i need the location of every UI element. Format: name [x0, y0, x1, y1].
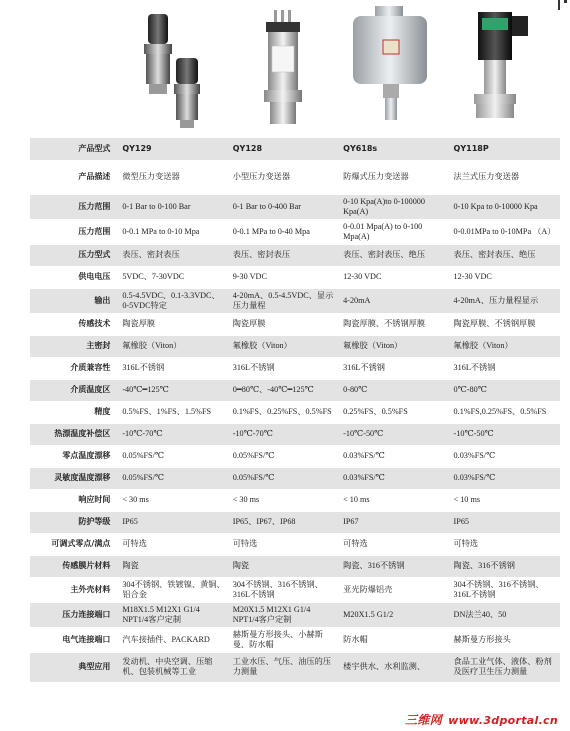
spec-cell: IP65	[450, 511, 560, 533]
spec-row	[30, 602, 560, 627]
spec-row	[30, 335, 560, 357]
spec-row	[30, 219, 560, 244]
spec-cell: 氟橡胶（Viton）	[339, 335, 449, 357]
spec-cell: 0.05%FS/℃	[118, 445, 228, 467]
spec-cell: 4-20mA、压力量程显示	[450, 288, 560, 313]
spec-label: 输出	[30, 288, 118, 313]
spec-cell: 0℃-80℃	[450, 379, 560, 401]
spec-cell: 0.1%FS、0.25%FS、0.5%FS	[229, 401, 339, 423]
spec-cell: 发动机、中央空调、压缩机、包装机械等工业	[118, 652, 228, 682]
spec-label: 产品描述	[30, 160, 118, 194]
spec-cell: 陶瓷厚膜、不锈钢厚膜	[450, 313, 560, 335]
spec-cell: 0-1 Bar to 0-400 Bar	[229, 194, 339, 219]
spec-cell: 微型压力变送器	[118, 160, 228, 194]
spec-label: 压力范围	[30, 219, 118, 244]
spec-label: 压力范围	[30, 194, 118, 219]
spec-label: 电气连接端口	[30, 627, 118, 652]
spec-label: 介质兼容性	[30, 357, 118, 379]
spec-cell: 12-30 VDC	[450, 266, 560, 288]
spec-cell: 0.05%FS/℃	[229, 445, 339, 467]
product-image-strip	[0, 0, 570, 138]
spec-cell: DN法兰40、50	[450, 602, 560, 627]
spec-cell: M20X1.5 M12X1 G1/4 NPT1/4客户定制	[229, 602, 339, 627]
product-image-qy118p	[452, 6, 542, 131]
spec-row	[30, 194, 560, 219]
spec-cell: 陶瓷	[229, 555, 339, 577]
spec-label: 主外壳材料	[30, 577, 118, 602]
product-image-qy128	[238, 6, 328, 131]
spec-label: 主密封	[30, 335, 118, 357]
watermark-url: www.3dportal.cn	[448, 714, 558, 727]
spec-cell: 12-30 VDC	[339, 266, 449, 288]
spec-cell: 表压、密封表压	[229, 244, 339, 266]
spec-cell: -10℃-70℃	[229, 423, 339, 445]
corner-mark	[558, 0, 560, 10]
spec-label: 介质温度区	[30, 379, 118, 401]
spec-label: 零点温度漂移	[30, 445, 118, 467]
spec-cell: -40℃━125℃	[118, 379, 228, 401]
spec-cell: 304不锈钢、316不锈钢、316L不锈钢	[450, 577, 560, 602]
spec-label: 防护等级	[30, 511, 118, 533]
spec-cell: M20X1.5 G1/2	[339, 602, 449, 627]
spec-cell: 楼宇供水、水利监测、	[339, 652, 449, 682]
product-image-qy129	[130, 6, 220, 131]
spec-cell: 陶瓷厚膜	[229, 313, 339, 335]
spec-cell: 0.25%FS、0.5%FS	[339, 401, 449, 423]
spec-cell: 工业水压、气压、油压的压力测量	[229, 652, 339, 682]
spec-cell: 汽车接插件、PACKARD	[118, 627, 228, 652]
spec-cell: 0.1%FS,0.25%FS、0.5%FS	[450, 401, 560, 423]
spec-cell: 可特选	[118, 533, 228, 555]
spec-row	[30, 652, 560, 682]
spec-label: 灵敏度温度漂移	[30, 467, 118, 489]
spec-label: 响应时间	[30, 489, 118, 511]
spec-label: 精度	[30, 401, 118, 423]
spec-cell: QY129	[118, 138, 228, 160]
spec-table	[30, 138, 560, 683]
spec-cell: QY618s	[339, 138, 449, 160]
spec-label: 典型应用	[30, 652, 118, 682]
spec-cell: 0-0.01MPa to 0-10MPa （A）	[450, 219, 560, 244]
spec-label: 可调式零点/满点	[30, 533, 118, 555]
spec-row	[30, 379, 560, 401]
spec-cell: QY128	[229, 138, 339, 160]
spec-row	[30, 555, 560, 577]
spec-cell: 0.05%FS/℃	[229, 467, 339, 489]
spec-row	[30, 533, 560, 555]
spec-row	[30, 401, 560, 423]
spec-cell: 陶瓷、316不锈钢	[339, 555, 449, 577]
spec-cell: 0.03%FS/℃	[450, 445, 560, 467]
spec-cell: 316L不锈钢	[229, 357, 339, 379]
spec-cell: 0-0.1 MPa to 0-10 Mpa	[118, 219, 228, 244]
spec-cell: 0-0.01 Mpa(A) to 0-100 Mpa(A)	[339, 219, 449, 244]
spec-cell: 氟橡胶（Viton）	[450, 335, 560, 357]
spec-row	[30, 138, 560, 160]
spec-row	[30, 313, 560, 335]
spec-cell: < 10 ms	[339, 489, 449, 511]
spec-row	[30, 244, 560, 266]
spec-label: 产品型式	[30, 138, 118, 160]
spec-cell: 赫斯曼方形接头	[450, 627, 560, 652]
spec-cell: 亚光防爆铝壳	[339, 577, 449, 602]
spec-cell: 316L不锈钢	[339, 357, 449, 379]
spec-cell: -10℃-70℃	[118, 423, 228, 445]
spec-cell: 0-10 Kpa to 0-10000 Kpa	[450, 194, 560, 219]
spec-cell: 0-1 Bar to 0-100 Bar	[118, 194, 228, 219]
spec-cell: 表压、密封表压、绝压	[339, 244, 449, 266]
spec-cell: < 30 ms	[229, 489, 339, 511]
spec-cell: IP65、IP67、IP68	[229, 511, 339, 533]
spec-cell: 防水帽	[339, 627, 449, 652]
spec-row	[30, 445, 560, 467]
spec-cell: -10℃-50℃	[339, 423, 449, 445]
spec-cell: 陶瓷厚膜	[118, 313, 228, 335]
spec-row	[30, 467, 560, 489]
spec-cell: 4-20mA、0.5-4.5VDC、显示压力量程	[229, 288, 339, 313]
spec-cell: QY118P	[450, 138, 560, 160]
spec-row	[30, 489, 560, 511]
watermark-brand: 三维网	[405, 713, 443, 727]
spec-cell: 0.05%FS/℃	[118, 467, 228, 489]
spec-cell: 9-30 VDC	[229, 266, 339, 288]
spec-cell: 陶瓷	[118, 555, 228, 577]
spec-cell: 0.5-4.5VDC、0.1-3.3VDC、0-5VDC特定	[118, 288, 228, 313]
spec-row	[30, 288, 560, 313]
spec-cell: 0-0.1 MPa to 0-40 Mpa	[229, 219, 339, 244]
spec-row	[30, 627, 560, 652]
product-image-qy618s	[345, 6, 435, 131]
spec-cell: 304不锈钢、铁镀镍、黄铜、铝合金	[118, 577, 228, 602]
spec-row	[30, 511, 560, 533]
spec-cell: 0━80℃、-40℃━125℃	[229, 379, 339, 401]
spec-cell: IP67	[339, 511, 449, 533]
spec-cell: 食品工业气体、液体、粉剂及医疗卫生压力测量	[450, 652, 560, 682]
spec-cell: 可特选	[229, 533, 339, 555]
spec-row	[30, 357, 560, 379]
spec-cell: 0-10 Kpa(A)to 0-100000 Kpa(A)	[339, 194, 449, 219]
spec-cell: < 30 ms	[118, 489, 228, 511]
spec-cell: 表压、密封表压	[118, 244, 228, 266]
spec-label: 热漂温度补偿区	[30, 423, 118, 445]
spec-cell: 氟橡胶（Viton）	[229, 335, 339, 357]
spec-cell: 316L不锈钢	[118, 357, 228, 379]
spec-row	[30, 266, 560, 288]
spec-cell: 法兰式压力变送器	[450, 160, 560, 194]
spec-cell: 赫斯曼方形接头、小赫斯曼、防水帽	[229, 627, 339, 652]
spec-cell: 陶瓷、316不锈钢	[450, 555, 560, 577]
spec-label: 传感技术	[30, 313, 118, 335]
spec-cell: 316L不锈钢	[450, 357, 560, 379]
spec-label: 压力型式	[30, 244, 118, 266]
spec-row	[30, 423, 560, 445]
spec-cell: 氟橡胶（Viton）	[118, 335, 228, 357]
spec-label: 供电电压	[30, 266, 118, 288]
spec-row	[30, 160, 560, 194]
watermark	[405, 711, 558, 727]
spec-cell: 0.03%FS/℃	[339, 467, 449, 489]
spec-cell: IP65	[118, 511, 228, 533]
spec-cell: 表压、密封表压、绝压	[450, 244, 560, 266]
spec-cell: 小型压力变送器	[229, 160, 339, 194]
spec-cell: 0.03%FS/℃	[450, 467, 560, 489]
spec-cell: 304不锈钢、316不锈钢、316L不锈钢	[229, 577, 339, 602]
corner-dot	[564, 0, 567, 3]
spec-cell: 可特选	[450, 533, 560, 555]
spec-cell: 0-80℃	[339, 379, 449, 401]
spec-cell: 0.5%FS、1%FS、1.5%FS	[118, 401, 228, 423]
spec-cell: 防爆式压力变送器	[339, 160, 449, 194]
spec-cell: < 10 ms	[450, 489, 560, 511]
spec-cell: 0.03%FS/℃	[339, 445, 449, 467]
spec-cell: 4-20mA	[339, 288, 449, 313]
spec-cell: 5VDC、7-30VDC	[118, 266, 228, 288]
spec-cell: 陶瓷厚膜、不锈钢厚膜	[339, 313, 449, 335]
spec-label: 传感膜片材料	[30, 555, 118, 577]
spec-label: 压力连接端口	[30, 602, 118, 627]
spec-cell: M18X1.5 M12X1 G1/4 NPT1/4客户定制	[118, 602, 228, 627]
spec-cell: 可特选	[339, 533, 449, 555]
spec-row	[30, 577, 560, 602]
spec-cell: -10℃-50℃	[450, 423, 560, 445]
